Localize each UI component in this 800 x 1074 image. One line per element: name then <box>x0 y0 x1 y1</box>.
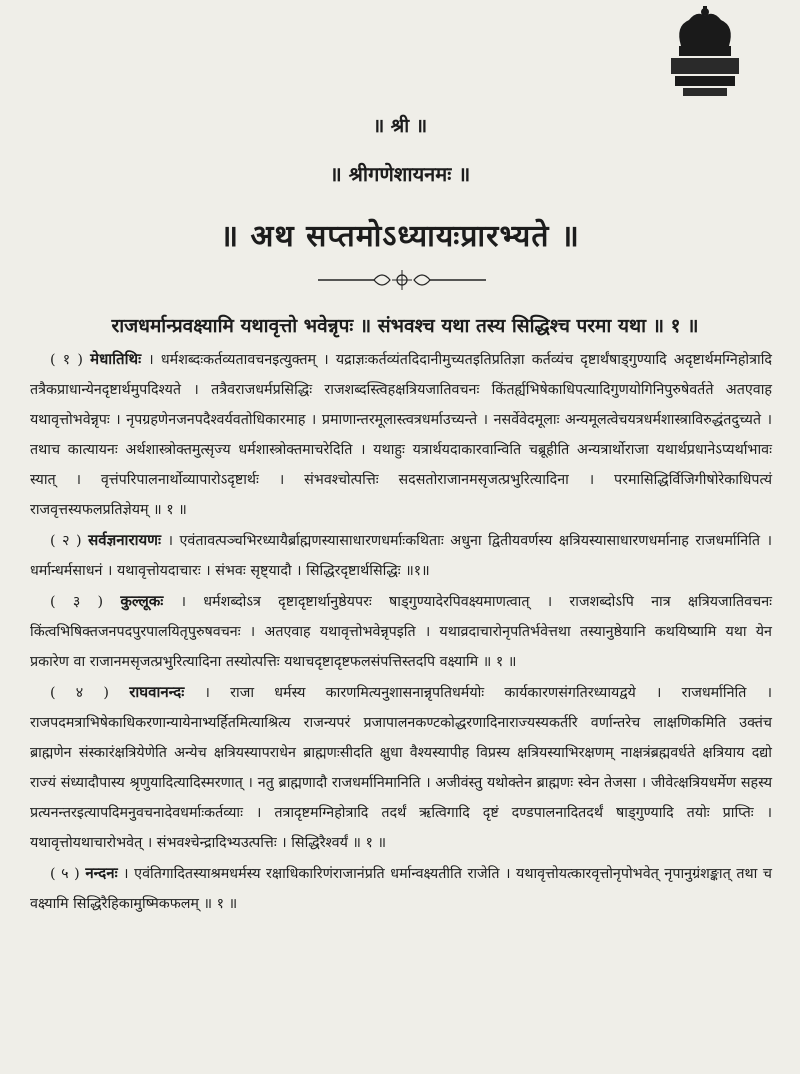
shri-heading: ॥ श्री ॥ <box>372 115 428 137</box>
paragraph-number: ( ४ ) <box>50 685 110 701</box>
paragraph-end: ॥१॥ <box>405 563 430 579</box>
paragraph-text: । एवंतिगादितस्याश्रमधर्मस्य रक्षाधिकारिणंराजानंप्रति धर्मान्वक्ष्यतीति राजेति । यथावृत्तोयत्कारवृत्तोनृपोभवेत् नृपानुग्रंशङ्कात् तथा च वक्ष्यामि सिद्धिरैहिकामुष्मिकफलम् <box>30 866 772 912</box>
chapter-title: ॥ अथ सप्तमोऽध्यायःप्रारभ्यते ॥ <box>220 219 580 254</box>
commentary-paragraph-1 <box>30 344 772 525</box>
paragraph-number: ( १ ) <box>50 352 83 368</box>
commentator-name: राघवानन्दः <box>129 683 185 701</box>
paragraph-text: । धर्मशब्दोऽत्र दृष्टादृष्टार्थानुष्ठेयपरः षाड्गुण्यादेरपिवक्ष्यमाणत्वात् । राजशब्दोऽपि नात्र क्षत्रियजातिवचनः किंत्वभिषिक्तजनपदपुरपालयितृपुरुषवचनः । अतएवाह यथावृत्तोभवेन्नृपइति । यथाव्रदाचारोनृपतिर्भवेत्तथा तस्यानुष्ठेयानि कथयिष्यामि यथा येन प्रकारेण वा राजानमसृजत्प्रभुरित्यादिना तस्योत्पत्तिः यथाचदृष्टादृष्टफलसंपत्तिस्तदपि वक्ष्यामि <box>30 594 773 670</box>
invocation-heading: ॥ श्रीगणेशायनमः ॥ <box>329 162 471 186</box>
commentary-paragraph-2 <box>30 525 772 586</box>
paragraph-text: । राजा धर्मस्य कारणमित्यनुशासनान्नृपतिधर्मयोः कार्यकारणसंगतिरध्यायद्वये । राजधर्मानिति । राजपदमत्राभिषेकाधिकरणान्यायेनाभ्यर्हितमित्याश्रित्य राजन्यपरं प्रजापालनकण्टकोद्धरणादिनाराज्यस्यकर्तरि वर्णान्तरेच लाक्षणिकमिति उक्तंच ब्राह्मणेन संस्कारंक्षत्रियेणेति अन्येच क्षत्रियस्यापराधेन ब्राह्मणःसीदति क्षुधा वैश्यस्यापीह विप्रस्य क्षत्रियस्याभिरक्षणम् नाक्षत्रंब्रह्मवर्धते क्षत्रियाय दद्यो राज्यं संध्यादौपास्य श्रृणुयादित्यादिस्मरणात् । नतु ब्राह्मणादौ राजधर्मानिमानिति । अजीवंस्तु यथोक्तेन ब्राह्मणः स्वेन तेजसा । जीवेत्क्षत्रियधर्मेण सहस्य प्रत्यनन्तरइत्यापदिमनुवचनादेवधर्माःकर्तव्याः । तत्रादृष्टमग्निहोत्रादि तदर्थं ऋत्विगादि दृष्टं दण्डपालनादितदर्थं षाड्गुण्यादि तयोः प्राप्तिः । यथावृत्तोयथाचारोभवेत् । संभवश्चेन्द्रादिभ्यउत्पत्तिः । सिद्धिरैश्वर्यं <box>30 685 772 851</box>
paragraph-number: ( ५ ) <box>50 866 80 882</box>
paragraph-number: ( ३ ) <box>50 594 104 610</box>
ornament-divider-icon <box>318 268 486 292</box>
paragraph-end: ॥ १ ॥ <box>352 835 387 851</box>
commentator-name: मेधातिथिः <box>90 350 142 368</box>
paragraph-text: । एवंतावत्पञ्चभिरध्यायैर्ब्राह्मणस्यासाधारणधर्माःकथिताः अधुना द्वितीयवर्णस्य क्षत्रियस्यासाधारणधर्मानाह राजधर्मानिति । धर्मान्धर्मसाधनं । यथावृत्तोयदाचारः । संभवः सृष्ट्यादौ । सिद्धिरदृष्टार्थसिद्धिः <box>30 533 772 579</box>
paragraph-end: ॥ १ ॥ <box>482 654 517 670</box>
commentary-paragraph-4 <box>30 677 772 858</box>
paragraph-end: ॥ १ ॥ <box>153 502 187 518</box>
commentator-name: नन्दनः <box>85 864 118 882</box>
commentary-body <box>30 344 772 919</box>
commentator-name: सर्वज्ञनारायणः <box>88 531 162 549</box>
paragraph-number: ( २ ) <box>50 533 82 549</box>
crown-seal-icon <box>665 6 745 106</box>
commentary-paragraph-3 <box>30 586 772 677</box>
paragraph-end: ॥ १ ॥ <box>203 896 238 912</box>
root-verse: राजधर्मान्प्रवक्ष्यामि यथावृत्तो भवेन्नृपः ॥ संभवश्च यथा तस्य सिद्धिश्च परमा यथा ॥ १ ॥ <box>111 315 699 337</box>
paragraph-text: । धर्मशब्दःकर्तव्यतावचनइत्युक्तम् । यद्राज्ञःकर्तव्यंतदिदानीमुच्यतइतिप्रतिज्ञा कर्तव्यंच दृष्टार्थंषाड्गुण्यादि अदृष्टार्थमग्निहोत्रादि तत्रैकप्राधान्येनदृष्टार्थमुपदिश्यते । तत्रैवराजधर्मप्रसिद्धिः राजशब्दस्त्विहक्षत्रियजातिवचनः किंतर्ह्यभिषेकाधिपत्यादिगुणयोगिनिपुरुषेवर्तते अतएवाह यथावृत्तोभवेन्नृपः । नृपग्रहणेनजनपदैश्वर्यवतोधिकारमाह । प्रमाणान्तरमूलास्त्वत्रधर्माउच्यन्ते । नसर्वेवेदमूलाः अन्यमूलत्वेचयत्रधर्मशास्त्राविरुद्धंतदुच्यते । तथाच कात्यायनः अर्थशास्त्रोक्तमुत्सृज्य धर्मशास्त्रोक्तमाचरेदिति । यथाहुः यत्रार्थयदाकारवान्विति चब्रूहीति अन्यत्रार्थोराजा यथार्थप्रधानेऽप्यर्थाभावः स्यात् । वृत्तंपरिपालनार्थोव्यापारोऽदृष्टार्थः । संभवश्चोत्पत्तिः सदसतोराजानमसृजत्प्रभुरित्यादिना । परमासिद्धिर्विजिगीषोरेकाधिपत्यं राजवृत्तस्यफलप्रतिज्ञेयम् <box>30 352 773 518</box>
commentary-paragraph-5 <box>30 858 772 919</box>
commentator-name: कुल्लूकः <box>120 592 164 610</box>
